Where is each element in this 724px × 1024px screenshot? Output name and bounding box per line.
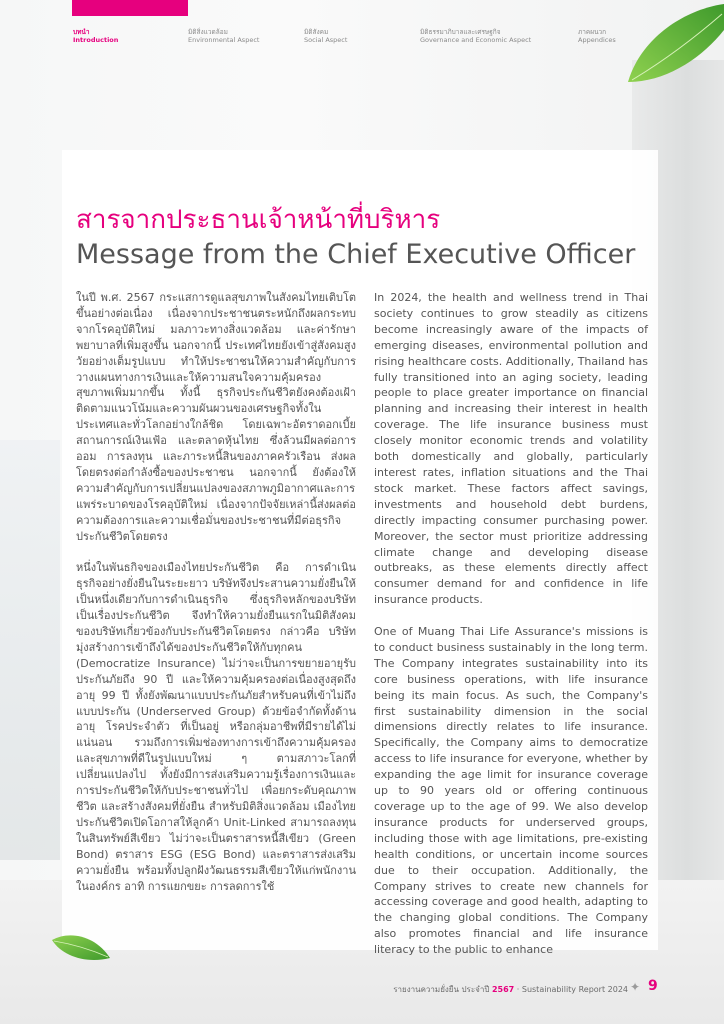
paragraph-thai-2: หนึ่งในพันธกิจของเมืองไทยประกันชีวิต คือ การดำเนินธุรกิจอย่างยั่งยืนในระยะยาว บริษัทจึงประสานความยั่งยืนให้เป็นหนึ่งเดียวกับการดำเนินธุรกิจ ซึ่งธุรกิจหลักของบริษัทเป็นเรื่องประกันชีวิต จึงทำให้ความยั่งยืนแรกในมิติสังคมของบริษัทเกี่ยวข้องกับประกันชีวิตโดยตรง กล่าวคือ บริษัทมุ่งสร้างการเข้าถึงได้ของประกันชีวิตให้กับทุกคน (Democratize Insurance) ไม่ว่าจะเป็นการขยายอายุรับประกันภัยถึง 90 ปี และให้ความคุ้มครองต่อเนื่องสูงสุดถึงอายุ 99 ปี ทั้งยังพัฒนาแบบประกันภัยสำหรับคนที่เข้าไม่ถึงแบบประกัน (Underserved Group) ด้วยข้อจำกัดทั้งด้านอายุ โรคประจำตัว ที่เป็นอยู่ หรือกลุ่มอาชีพที่มีรายได้ไม่แน่นอน รวมถึงการเพิ่มช่องทางการเข้าถึงความคุ้มครองและสุขภาพที่ดีในรูปแบบใหม่ ๆ ตามสภาวะโลกที่เปลี่ยนแปลงไป ทั้งยังมีการส่งเสริมความรู้เรื่องการเงินและการประกันชีวิตให้กับประชาชนทั่วไป เพื่อยกระดับคุณภาพชีวิต และสร้างสังคมที่ยั่งยืน สำหรับมิติสิ่งแวดล้อม เมืองไทยประกันชีวิตเปิดโอกาสให้ลูกค้า Unit-Linked สามารถลงทุนในสินทรัพย์สีเขียว ไม่ว่าจะเป็นตราสารหนี้สีเขียว (Green Bond) ตราสาร ESG (ESG Bond) และตราสารส่งเสริมความยั่งยืน พร้อมทั้งปลูกฝังวัฒนธรรมสีเขียวให้แก่พนักงานในองค์กร อาทิ การแยกขยะ การลดการใช้: [76, 561, 356, 893]
sparkle-icon: ✦: [630, 980, 641, 994]
nav-item-label-th: ภาคผนวก: [578, 28, 607, 36]
nav-item-label-en: Social Aspect: [304, 36, 348, 44]
nav-item-label-en: Environmental Aspect: [188, 36, 260, 44]
section-marker-bar: [72, 0, 188, 16]
section-nav: [0, 28, 724, 52]
nav-item-appendices[interactable]: [578, 28, 616, 44]
leaf-decoration-icon: [622, 0, 724, 90]
nav-item-label-th: มิติธรรมาภิบาลและเศรษฐกิจ: [420, 28, 501, 36]
nav-item-environmental[interactable]: [188, 28, 259, 44]
nav-item-governance[interactable]: [420, 28, 531, 44]
nav-item-social[interactable]: [304, 28, 347, 44]
nav-item-label-th: มิติสิ่งแวดล้อม: [188, 28, 228, 36]
paragraph-thai-1: ในปี พ.ศ. 2567 กระแสการดูแลสุขภาพในสังคมไทยเติบโตขึ้นอย่างต่อเนื่อง เนื่องจากประชาชนตระหนักถึงผลกระทบจากโรคอุบัติใหม่ มลภาวะทางสิ่งแวดล้อม และค่ารักษาพยาบาลที่เพิ่มสูงขึ้น นอกจากนี้ ประเทศไทยยังเข้าสู่สังคมสูงวัยอย่างเต็มรูปแบบ ทำให้ประชาชนให้ความสำคัญกับการวางแผนทางการเงินและให้ความสนใจความคุ้มครองสุขภาพเพิ่มมากขึ้น ทั้งนี้ ธุรกิจประกันชีวิตยังคงต้องเฝ้าติดตามแนวโน้มและความผันผวนของเศรษฐกิจทั้งในประเทศและทั่วโลกอย่างใกล้ชิด โดยเฉพาะอัตราดอกเบี้ย สถานการณ์เงินเฟ้อ และตลาดหุ้นไทย ซึ่งล้วนมีผลต่อการออม การลงทุน และภาระหนี้สินของภาคครัวเรือน ส่งผลโดยตรงต่อกำลังซื้อของประชาชน นอกจากนี้ ยังต้องให้ความสำคัญกับการเปลี่ยนแปลงของสภาพภูมิอากาศและการแพร่ระบาดของโรคอุบัติใหม่ เนื่องจากปัจจัยเหล่านี้ส่งผลต่อความต้องการและความเชื่อมั่นของประชาชนที่มีต่อธุรกิจประกันชีวิตโดยตรง: [76, 291, 356, 543]
body-column-thai: [76, 290, 356, 893]
page-title-thai: สารจากประธานเจ้าหน้าที่บริหาร: [76, 205, 441, 235]
footer-report-title-thai: รายงานความยั่งยืน ประจำปี: [393, 985, 490, 994]
nav-item-introduction[interactable]: [73, 28, 118, 44]
background-window: [0, 440, 60, 860]
paragraph-english-1: In 2024, the health and wellness trend in Thai society continues to grow steadily as citizens become increasingly aware of the impacts of emerging diseases, environmental pollution and rising healthcare costs. Additionally, Thailand has fully transitioned into an aging society, leading people to place greater importance on financial planning and increasing their interest in health coverage. The life insurance business must closely monitor economic trends and volatility both domestically and globally, particularly interest rates, inflation situations and the Thai stock market. These factors affect savings, investments and household debt burdens, directly impacting consumer purchasing power. Moreover, the sector must prioritize addressing climate change and developing disease outbreaks, as these elements directly affect consumer demand for and confidence in life insurance products.: [374, 291, 648, 607]
nav-item-label-en: Appendices: [578, 36, 616, 44]
footer-report-year: 2567: [491, 985, 515, 994]
page-title-english: Message from the Chief Executive Officer: [76, 239, 636, 270]
nav-item-label-en: Governance and Economic Aspect: [420, 36, 532, 44]
nav-item-label-th: มิติสังคม: [304, 28, 329, 36]
paragraph-english-2: One of Muang Thai Life Assurance's missions is to conduct business sustainably in the long term. The Company integrates sustainability into its core business operations, with life insurance being its main focus. As such, the Company's first sustainability dimension in the social dimensions directly relates to life insurance. Specifically, the Company aims to democratize access to life insurance for everyone, whether by expanding the age limit for insurance coverage up to 90 years old or offering continuous coverage up to the age of 99. We also develop insurance products for underserved groups, including those with age limitations, pre-existing health conditions, or uncertain income sources due to their occupation. Additionally, the Company strives to create new channels for accessing coverage and good health, adapting to the changing global conditions. The Company also promotes financial and life insurance literacy to the public to enhance: [374, 625, 648, 957]
body-column-english: [374, 290, 648, 957]
page-number: 9: [648, 978, 658, 994]
footer-report-label: [393, 983, 628, 996]
nav-item-label-th: บทนำ: [73, 28, 90, 36]
nav-item-label-en: Introduction: [73, 36, 119, 44]
footer-report-title-english: · Sustainability Report 2024: [516, 985, 628, 994]
leaf-decoration-small-icon: [50, 930, 112, 964]
